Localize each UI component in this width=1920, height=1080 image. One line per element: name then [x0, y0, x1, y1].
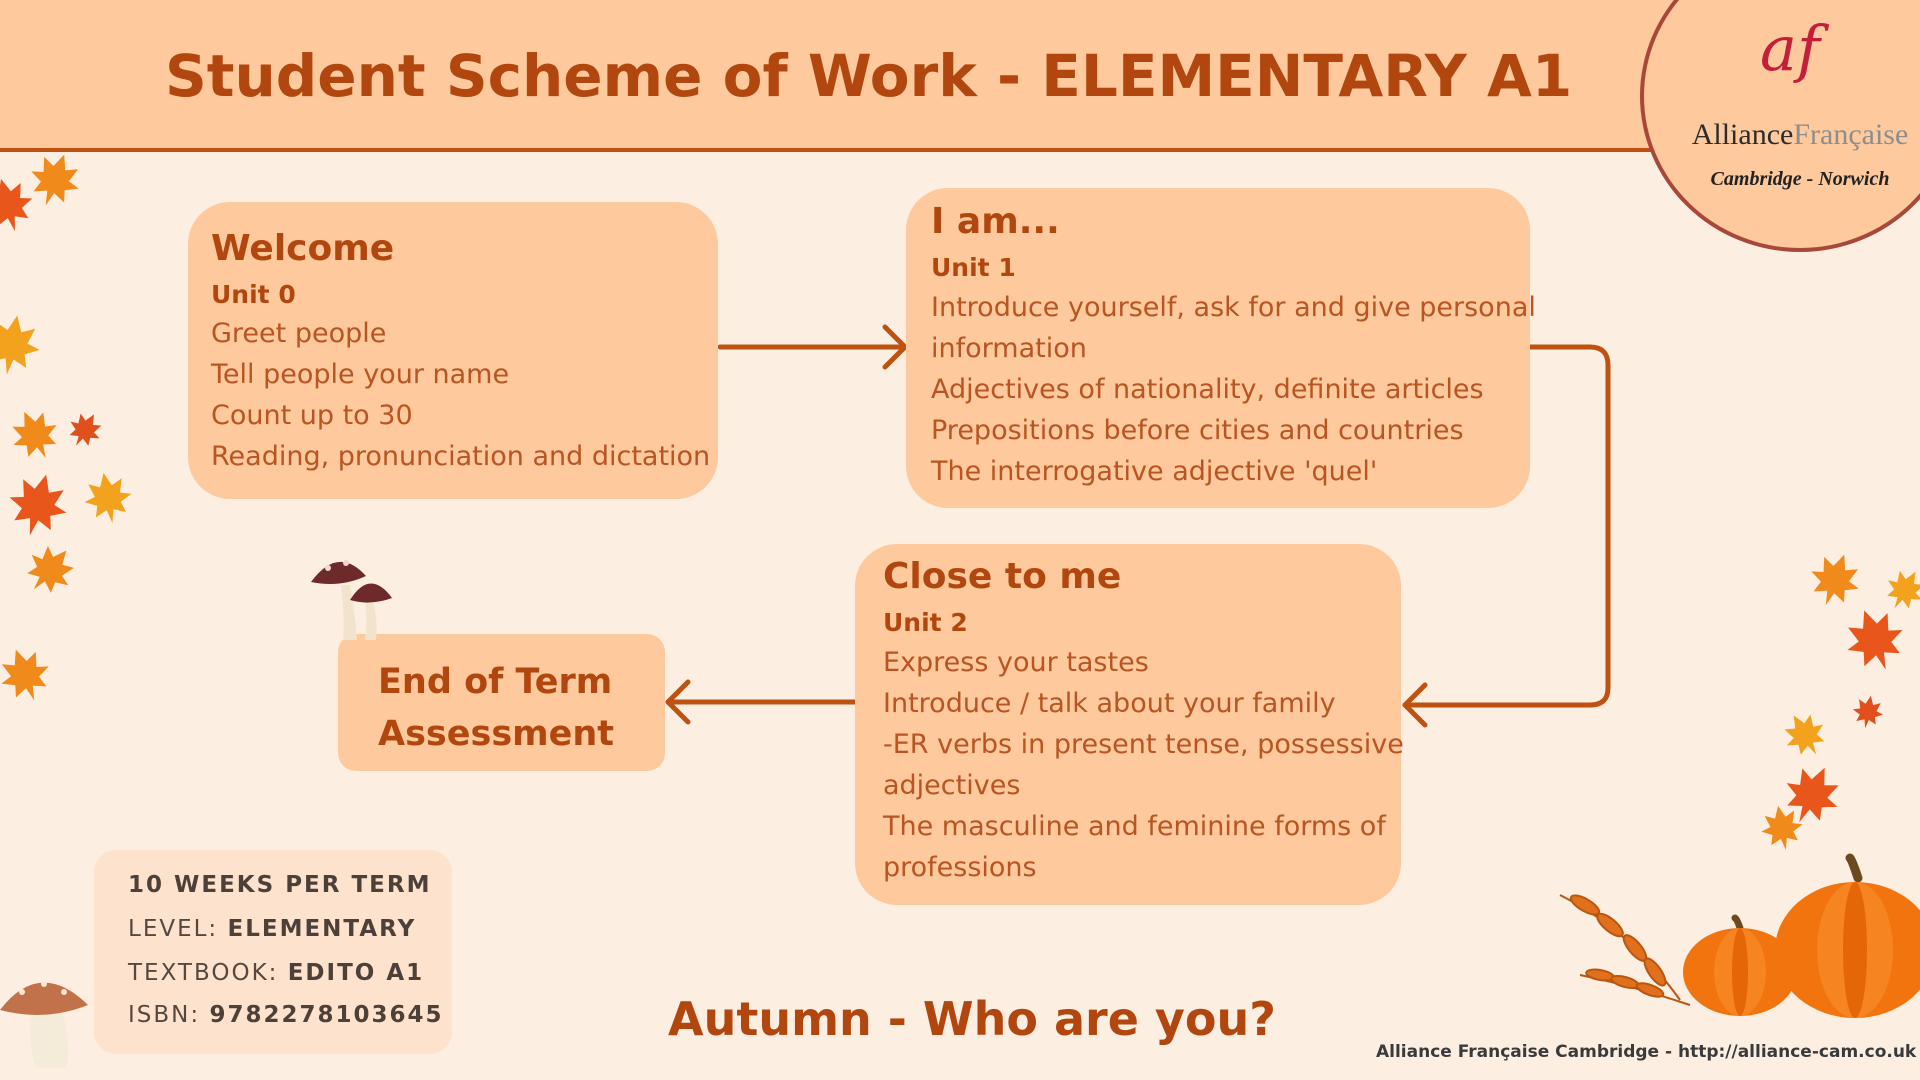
unit1-topic: Introduce yourself, ask for and give personal: [931, 292, 1536, 323]
unit1-topic: The interrogative adjective 'quel': [931, 456, 1378, 487]
unit0-topic: Reading, pronunciation and dictation: [211, 441, 711, 472]
end-of-term-line2: Assessment: [378, 714, 615, 754]
unit2-topic: Introduce / talk about your family: [883, 688, 1336, 719]
logo-city: Cambridge - Norwich: [1710, 168, 1890, 190]
info-textbook-value: EDITO A1: [287, 960, 425, 986]
info-isbn-label: ISBN:: [128, 1002, 201, 1028]
info-level-value: ELEMENTARY: [227, 916, 417, 942]
unit0-label: Unit 0: [211, 280, 296, 309]
info-level-label: LEVEL:: [128, 916, 219, 942]
unit2-topic: professions: [883, 852, 1037, 883]
unit1-label: Unit 1: [931, 253, 1016, 282]
unit1-topic: information: [931, 333, 1087, 364]
info-isbn: [128, 1002, 443, 1028]
unit0-topic: Greet people: [211, 318, 387, 349]
unit1-topic-list: [931, 287, 1536, 492]
info-weeks-value: 10 WEEKS PER TERM: [128, 872, 432, 898]
unit2-label: Unit 2: [883, 608, 968, 637]
unit0-topic: Tell people your name: [211, 359, 510, 390]
unit2-topic: Express your tastes: [883, 647, 1149, 678]
unit0-topic: Count up to 30: [211, 400, 413, 431]
info-level: [128, 916, 416, 942]
term-subtitle: Autumn - Who are you?: [668, 992, 1276, 1046]
logo-af-mark: af: [1760, 12, 1820, 85]
unit2-heading: Close to me: [883, 556, 1122, 597]
unit1-topic: Adjectives of nationality, definite articles: [931, 374, 1484, 405]
info-textbook: [128, 960, 424, 986]
course-info-box: [94, 850, 452, 1054]
unit2-topic-list: [883, 642, 1404, 888]
unit2-topic: adjectives: [883, 770, 1021, 801]
footer-credit: Alliance Française Cambridge - http://alliance-cam.co.uk: [1376, 1042, 1917, 1062]
end-of-term-box: [338, 634, 665, 771]
unit2-topic: The masculine and feminine forms of: [883, 811, 1386, 842]
end-of-term-line1: End of Term: [378, 662, 613, 702]
unit2-topic: -ER verbs in present tense, possessive: [883, 729, 1404, 760]
page-title: Student Scheme of Work - ELEMENTARY A1: [165, 42, 1573, 110]
logo-name-alliance: Alliance: [1691, 118, 1794, 151]
info-textbook-label: TEXTBOOK:: [128, 960, 279, 986]
info-weeks: [128, 872, 432, 898]
end-of-term-label: [378, 656, 614, 760]
unit0-box: [188, 202, 718, 499]
logo-name-francaise: Française: [1793, 118, 1909, 151]
unit0-heading: Welcome: [211, 228, 395, 269]
info-isbn-value: 9782278103645: [209, 1002, 444, 1028]
unit1-topic: Prepositions before cities and countries: [931, 415, 1464, 446]
unit1-heading: I am...: [931, 201, 1060, 242]
unit1-box: [906, 188, 1536, 508]
unit0-topic-list: [211, 313, 710, 477]
unit2-box: [855, 544, 1404, 905]
